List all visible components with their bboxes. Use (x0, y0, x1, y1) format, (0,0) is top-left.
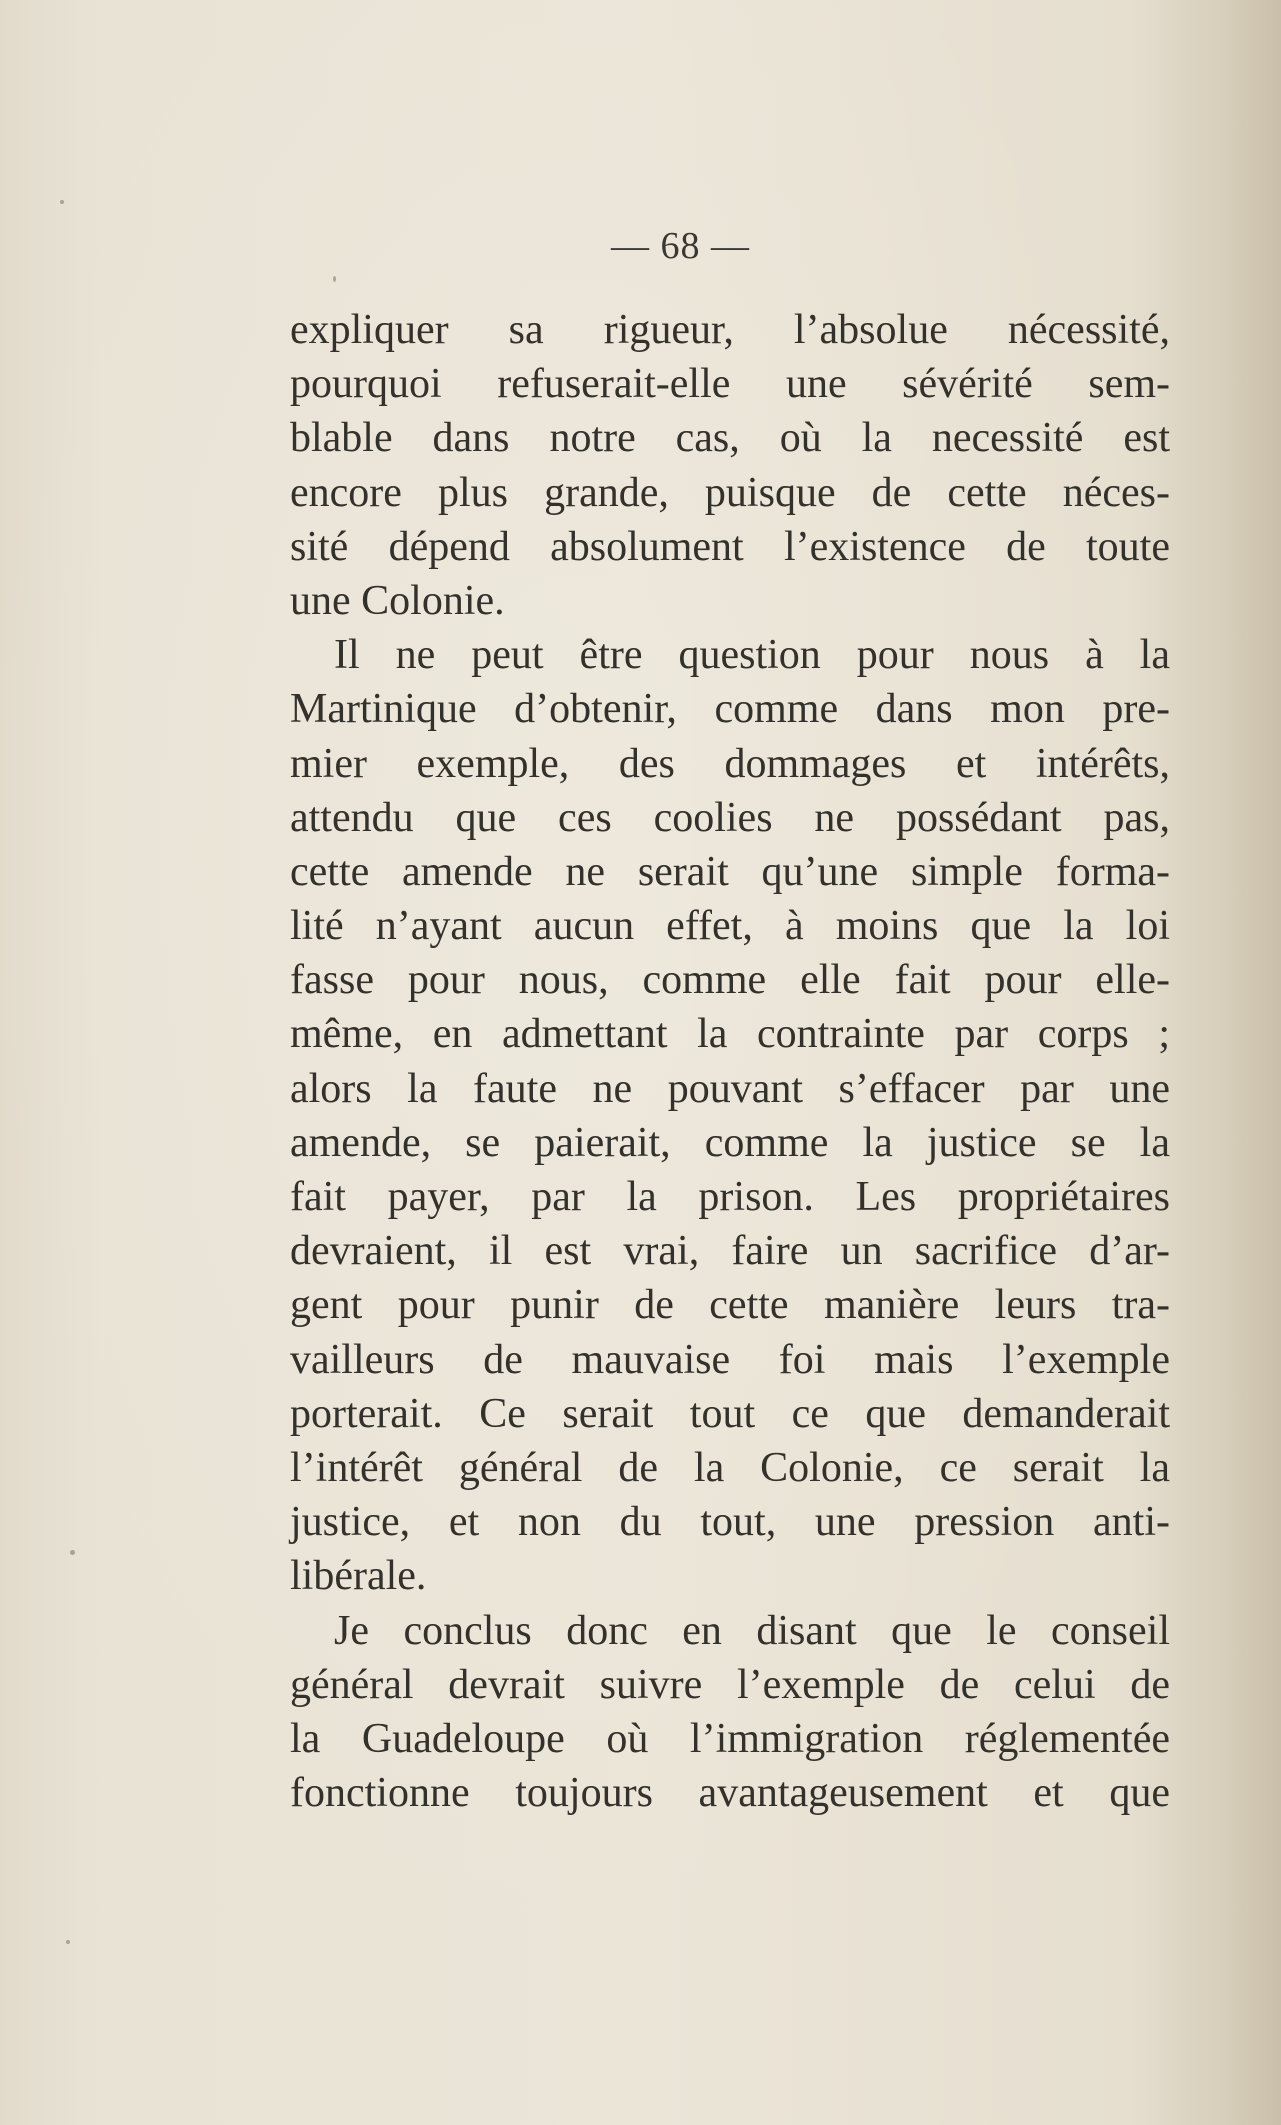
text-line: Il ne peut être question pour nous à la (334, 632, 1170, 679)
text-line: expliquer sa rigueur, l’absolue nécessité, (290, 307, 1170, 353)
text-line: fonctionne toujours avantageusement et que (290, 1770, 1170, 1817)
text-line: lité n’ayant aucun effet, à moins que la loi (290, 903, 1170, 950)
text-line: fasse pour nous, comme elle fait pour elle- (290, 957, 1170, 1004)
text-line: justice, et non du tout, une pression anti- (290, 1499, 1170, 1546)
paper-speck (60, 200, 64, 204)
text-line: vailleurs de mauvaise foi mais l’exemple (290, 1336, 1170, 1383)
text-line: mier exemple, des dommages et intérêts, (290, 740, 1170, 787)
text-line: porterait. Ce serait tout ce que demanderait (290, 1390, 1170, 1437)
text-line: pourquoi refuserait-elle une sévérité sem- (290, 361, 1170, 408)
text-line: Je conclus donc en disant que le conseil (334, 1607, 1170, 1654)
text-line: encore plus grande, puisque de cette néces- (290, 469, 1170, 516)
text-line: cette amende ne serait qu’une simple forma- (290, 848, 1170, 895)
text-line: Martinique d’obtenir, comme dans mon pre- (290, 686, 1170, 733)
text-line: général devrait suivre l’exemple de celui de (290, 1661, 1170, 1708)
text-line: attendu que ces coolies ne possédant pas, (290, 794, 1170, 841)
paper-speck (66, 1940, 70, 1944)
text-line: l’intérêt général de la Colonie, ce serait la (290, 1444, 1170, 1491)
text-line: fait payer, par la prison. Les propriétaires (290, 1174, 1170, 1220)
paper-speck (70, 1550, 75, 1555)
page-number: — 68 — (611, 225, 750, 267)
text-line: alors la faute ne pouvant s’effacer par une (290, 1065, 1170, 1112)
text-line: blable dans notre cas, où la necessité est (290, 415, 1170, 462)
text-line: amende, se paierait, comme la justice se la (290, 1119, 1170, 1166)
text-line: la Guadeloupe où l’immigration réglementée (290, 1715, 1170, 1762)
text-line: une Colonie. (290, 577, 505, 624)
text-line: libérale. (290, 1553, 427, 1600)
text-line: même, en admettant la contrainte par corps ; (290, 1011, 1170, 1058)
text-line: devraient, il est vrai, faire un sacrifice d’ar- (290, 1228, 1170, 1275)
text-line: gent pour punir de cette manière leurs tra- (290, 1282, 1170, 1329)
paper-speck (333, 276, 336, 282)
body-text (290, 303, 1170, 1820)
text-line: sité dépend absolument l’existence de toute (290, 523, 1170, 570)
